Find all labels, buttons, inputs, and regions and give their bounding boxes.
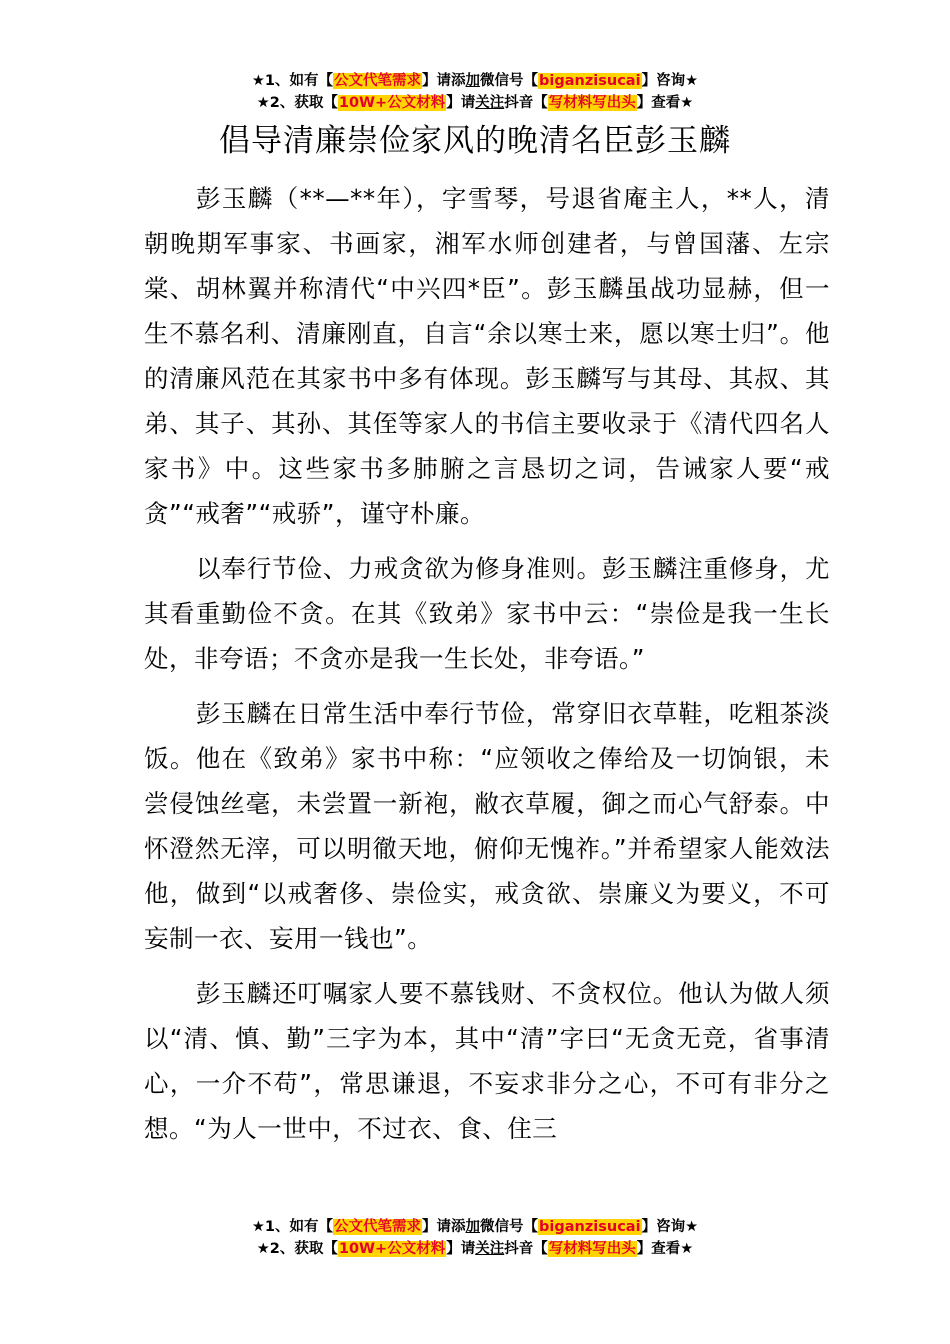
paragraph: 彭玉麟在日常生活中奉行节俭，常穿旧衣草鞋，吃粗茶淡饭。他在《致弟》家书中称：“应领收之俸给及一切饷银，未尝侵蚀丝毫，未尝置一新袍，敝衣草履，御之而心气舒泰。中怀澄然无滓，可以明徹天地，俯仰无愧祚。”并希望家人能效法他，做到“以戒奢侈、崇俭实，戒贪欲、崇廉义为要义，不可妄制一衣、妄用一钱也”。 <box>144 699 830 953</box>
document-title: 倡导清廉崇俭家风的晚清名臣彭玉麟 <box>219 123 731 159</box>
promo-highlight-wechat-id: biganzisucai <box>539 73 641 89</box>
promo-line-1: ★1、如有【公文代笔需求】请添加微信号【biganzisucai】咨询★ <box>251 73 699 89</box>
promo-highlight: 公文代笔需求 <box>334 73 422 89</box>
promo-highlight-wechat-id: biganzisucai <box>539 1219 641 1235</box>
body-text-area <box>144 176 830 1196</box>
promo-line-1: ★1、如有【公文代笔需求】请添加微信号【biganzisucai】咨询★ <box>251 1219 699 1235</box>
promo-highlight: 10W+公文材料 <box>338 1241 446 1257</box>
footer-promo-banner <box>0 1216 950 1260</box>
promo-highlight: 公文代笔需求 <box>334 1219 422 1235</box>
paragraph: 彭玉麟（**—**年），字雪琴，号退省庵主人，**人，清朝晚期军事家、书画家，湘军水师创建者，与曾国藩、左宗棠、胡林翼并称清代“中兴四*臣”。彭玉麟虽战功显赫，但一生不慕名利、清廉刚直，自言“余以寒士来，愿以寒士归”。他的清廉风范在其家书中多有体现。彭玉麟写与其母、其叔、其弟、其子、其孙、其侄等家人的书信主要收录于《清代四名人家书》中。这些家书多肺腑之言恳切之词，告诫家人要“戒贪”“戒奢”“戒骄”，谨守朴廉。 <box>144 184 830 528</box>
promo-line-2: ★2、获取【10W+公文材料】请关注抖音【写材料写出头】查看★ <box>256 95 694 111</box>
promo-highlight-douyin-id: 写材料写出头 <box>548 1241 636 1257</box>
promo-line-2: ★2、获取【10W+公文材料】请关注抖音【写材料写出头】查看★ <box>256 1241 694 1257</box>
header-promo-banner <box>0 70 950 114</box>
paragraph: 以奉行节俭、力戒贪欲为修身准则。彭玉麟注重修身，尤其看重勤俭不贪。在其《致弟》家书中云：“崇俭是我一生长处，非夸语；不贪亦是我一生长处，非夸语。” <box>144 554 830 673</box>
promo-highlight: 10W+公文材料 <box>338 95 446 111</box>
document-body <box>144 176 830 1196</box>
paragraph: 彭玉麟还叮嘱家人要不慕钱财、不贪权位。他认为做人须以“清、慎、勤”三字为本，其中“清”字曰“无贪无竞，省事清心，一介不苟”，常思谦退，不妄求非分之心，不可有非分之想。“为人一世中，不过衣、食、住三 <box>144 979 830 1143</box>
promo-highlight-douyin-id: 写材料写出头 <box>548 95 636 111</box>
